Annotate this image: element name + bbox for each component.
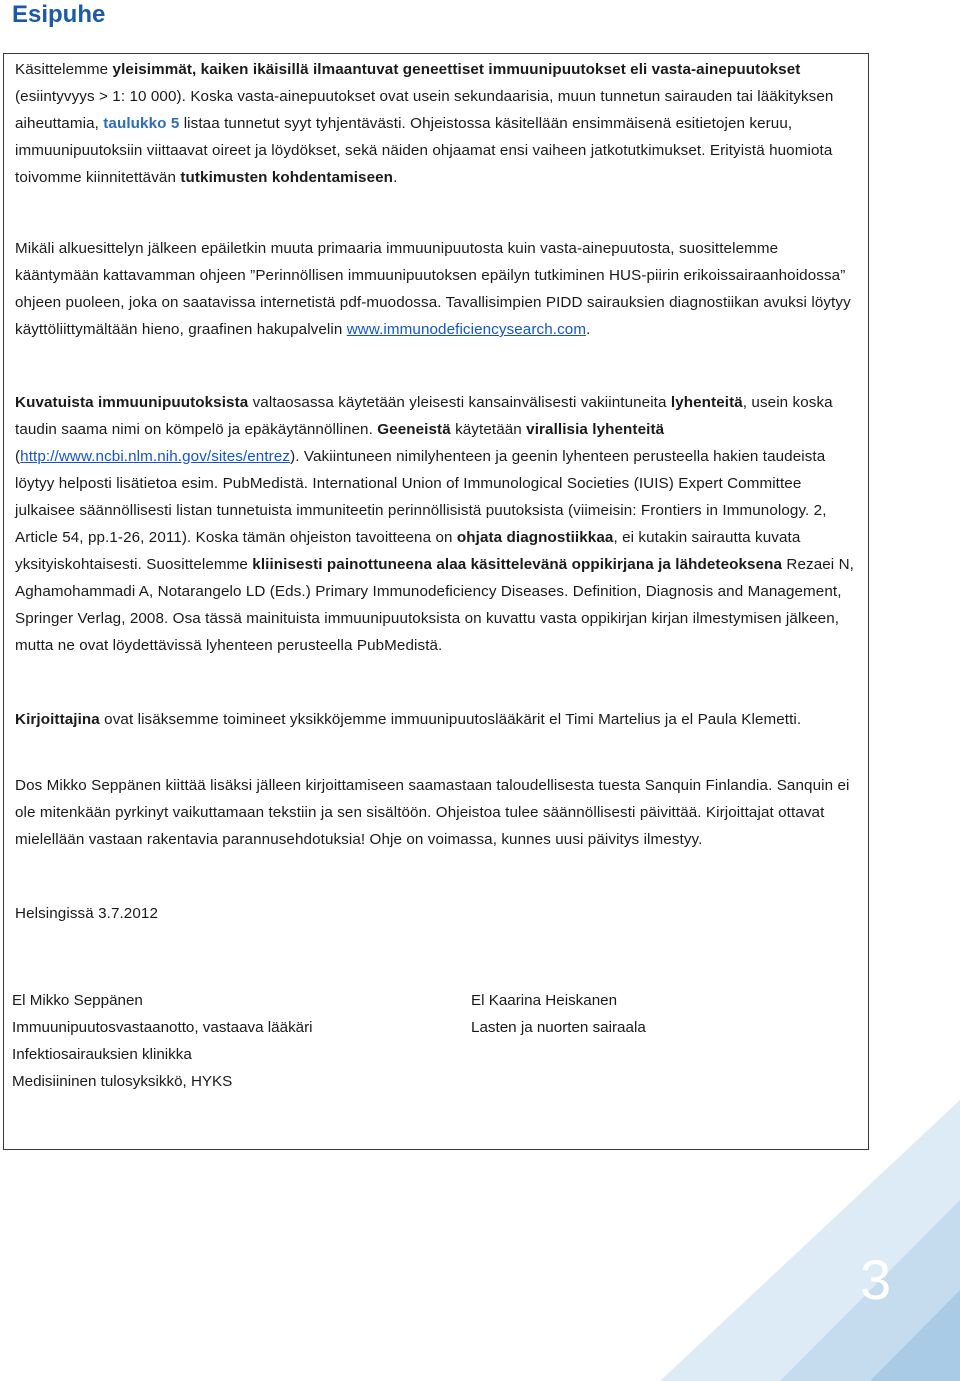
authors-paragraph bbox=[15, 706, 865, 733]
text: valtaosassa käytetään yleisesti kansainvälisesti vakiintuneita bbox=[248, 394, 671, 411]
text: , usein koska taudin saama nimi on kömpelö ja epäkäytännöllinen. bbox=[15, 394, 833, 438]
text: (esiintyvyys > 1: 10 000). Koska vasta-ainepuutokset ovat usein sekundaarisia, muun tunnetun sairauden tai lääkityksen aiheuttamia, bbox=[15, 88, 834, 132]
text: ovat lisäksemme toimineet yksikköjemme immuunipuutoslääkärit el Timi Martelius ja el Paula Klemetti. bbox=[99, 711, 802, 728]
text: Dos Mikko Seppänen kiittää lisäksi jälleen kirjoittamiseen saamastaan taloudellisesta tuesta Sanquin Finlandia. Sanquin ei ole mitenkään pyrkinyt vaikuttamaan tekstiin ja sen sisältöön. Ohjeistoa tulee säännöllisesti päivittää. Kirjoittajat ottavat mielellään vastaan rakentavia parannusehdotuksia! Ohje on voimassa, kunnes uusi päivitys ilmestyy. bbox=[15, 777, 850, 848]
acknowledgement-paragraph bbox=[15, 772, 865, 853]
signature-right-line: Lasten ja nuorten sairaala bbox=[471, 1019, 646, 1036]
text: ( bbox=[15, 448, 21, 465]
text: Rezaei N, Aghamohammadi A, Notarangelo LD (Eds.) Primary Immunodeficiency Diseases. Definition, Diagnosis and Management, Springer Verlag, 2008. Osa tässä mainituista immuunipuutoksista on kuvattu vasta oppikirjan kirjan ilmestymisen jälkeen, mutta ne ovat löydettävissä lyhenteen perusteella PubMedistä. bbox=[15, 556, 854, 654]
ncbi-entrez-link[interactable]: http://www.ncbi.nlm.nih.gov/sites/entrez bbox=[20, 448, 291, 465]
page-title: Esipuhe bbox=[12, 1, 106, 28]
bold-text: Geeneistä bbox=[377, 421, 451, 438]
signature-right-name: El Kaarina Heiskanen bbox=[471, 992, 618, 1009]
signature-left-name: El Mikko Seppänen bbox=[12, 992, 143, 1009]
text: . bbox=[586, 321, 591, 338]
bold-text: Kuvatuista immuunipuutoksista bbox=[15, 394, 249, 411]
abbreviations-paragraph bbox=[15, 389, 865, 659]
signature-left-line: Immuunipuutosvastaanotto, vastaava lääkäri bbox=[12, 1019, 313, 1036]
bold-text: tutkimusten kohdentamiseen bbox=[180, 169, 394, 186]
signature-left-line: Infektiosairauksien klinikka bbox=[12, 1046, 192, 1063]
page-number: 3 bbox=[860, 1248, 892, 1311]
text: käytetään bbox=[450, 421, 527, 438]
text: . bbox=[393, 169, 398, 186]
bold-text: yleisimmät, kaiken ikäisillä ilmaantuvat geneettiset immuunipuutokset eli vasta-ainepuutokset bbox=[112, 61, 801, 78]
text: ). Vakiintuneen nimilyhenteen ja geenin lyhenteen perusteella hakien taudeista löytyy helposti lisätietoa esim. PubMedistä. International Union of Immunological Societies (IUIS) Expert Committee julkaisee säännöllisesti listan tunnetuista immuniteetin perinnöllisistä puutoksista (viimeisin: Frontiers in Immunology. 2, Article 54, pp.1-26, 2011). Koska tämän ohjeiston tavoitteena on bbox=[15, 448, 827, 546]
bold-text: Kirjoittajina bbox=[15, 711, 100, 728]
intro-paragraph bbox=[15, 56, 865, 191]
signature-left-line: Medisiininen tulosyksikkö, HYKS bbox=[12, 1073, 233, 1090]
immunodeficiency-search-link[interactable]: www.immunodeficiencysearch.com bbox=[346, 321, 587, 338]
table-5-link[interactable]: taulukko 5 bbox=[103, 115, 180, 132]
pidd-paragraph bbox=[15, 235, 865, 343]
bold-text: lyhenteitä bbox=[670, 394, 743, 411]
bold-text: virallisia lyhenteitä bbox=[526, 421, 665, 438]
bold-text: ohjata diagnostiikkaa bbox=[456, 529, 614, 546]
content-box bbox=[3, 53, 869, 1150]
text: , ei kutakin sairautta kuvata yksityiskohtaisesti. Suosittelemme bbox=[15, 529, 801, 573]
bold-text: kliinisesti painottuneena alaa käsittelevänä oppikirjana ja lähdeteoksena bbox=[252, 556, 783, 573]
text: listaa tunnetut syyt tyhjentävästi. Ohjeistossa käsitellään ensimmäisenä esitietojen keruu, immuunipuutoksiin viittaavat oireet ja löydökset, sekä näiden ohjaamat ensi vaiheen jatkotutkimukset. Erityistä huomiota toivomme kiinnitettävän bbox=[15, 115, 833, 186]
place-date: Helsingissä 3.7.2012 bbox=[15, 905, 158, 922]
text: Käsittelemme bbox=[15, 61, 113, 78]
signature-right bbox=[471, 987, 646, 1041]
text: Mikäli alkuesittelyn jälkeen epäiletkin muuta primaaria immuunipuutosta kuin vasta-ainepuutosta, suosittelemme kääntymään kattavamman ohjeen ”Perinnöllisen immuunipuutoksen epäilyn tutkiminen HUS-piirin erikoissairaanhoidossa” ohjeen puoleen, joka on saatavissa internetistä pdf-muodossa. Tavallisimpien PIDD sairauksien diagnostiikan avuksi löytyy käyttöliittymältään hieno, graafinen hakupalvelin bbox=[15, 240, 851, 338]
signature-left bbox=[12, 987, 313, 1095]
